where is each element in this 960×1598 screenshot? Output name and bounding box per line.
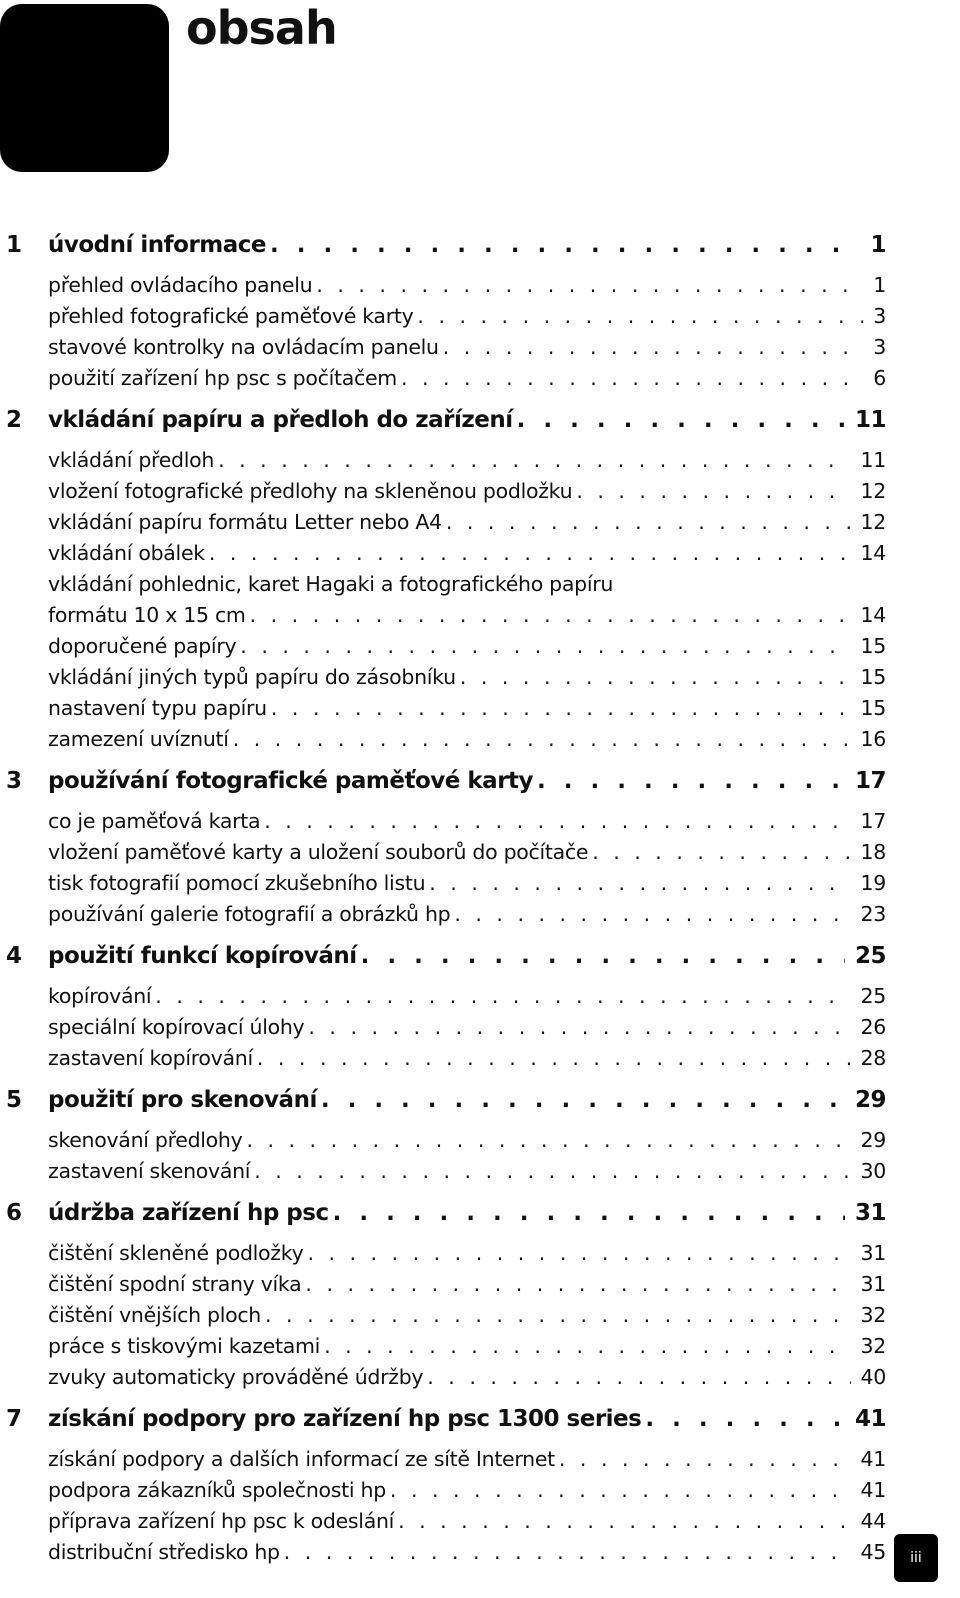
toc-entry[interactable] [0, 1302, 886, 1333]
toc-entry[interactable] [0, 1333, 886, 1364]
toc-entry[interactable] [0, 901, 886, 932]
entry-title: přehled fotografické paměťové karty [48, 304, 414, 328]
toc-entry[interactable] [0, 633, 886, 664]
toc-entry[interactable] [0, 1271, 886, 1302]
page-number: 44 [860, 1509, 886, 1533]
chapter-number: 1 [6, 232, 22, 258]
page-number: 41 [860, 1478, 886, 1502]
dot-leader [264, 809, 850, 833]
entry-title: vložení paměťové karty a uložení souborů do počítače [48, 840, 589, 864]
dot-leader [427, 1365, 850, 1389]
entry-title: použití zařízení hp psc s počítačem [48, 366, 397, 390]
toc-entry[interactable] [0, 365, 886, 396]
dot-leader [390, 1478, 851, 1502]
page-number: 14 [860, 541, 886, 565]
page-number: 45 [860, 1540, 886, 1564]
dot-leader [645, 1406, 845, 1432]
chapter-number: 2 [6, 407, 22, 433]
entry-title: přehled ovládacího panelu [48, 273, 313, 297]
dot-leader [209, 541, 851, 565]
page-number: 1 [873, 273, 886, 297]
page-number: 41 [854, 1406, 886, 1432]
dot-leader [218, 448, 850, 472]
toc-chapter-1[interactable] [0, 226, 886, 272]
dot-leader [537, 768, 845, 794]
entry-title: zastavení skenování [48, 1159, 251, 1183]
toc-entry[interactable] [0, 509, 886, 540]
toc-entry[interactable] [0, 1539, 886, 1570]
page-number: 11 [860, 448, 886, 472]
dot-leader [284, 1540, 851, 1564]
page-number: 31 [860, 1241, 886, 1265]
dot-leader [265, 1303, 850, 1327]
entry-title: vkládání papíru formátu Letter nebo A4 [48, 510, 442, 534]
entry-title: zastavení kopírování [48, 1046, 253, 1070]
toc-chapter-3[interactable] [0, 762, 886, 808]
entry-title: používání galerie fotografií a obrázků hp [48, 902, 451, 926]
dot-leader [398, 1509, 850, 1533]
toc-entry[interactable] [0, 839, 886, 870]
toc-entry[interactable] [0, 983, 886, 1014]
page-number: 12 [860, 479, 886, 503]
dot-leader [240, 634, 850, 658]
page-number: 31 [860, 1272, 886, 1296]
dot-leader [576, 479, 850, 503]
page-number: 26 [860, 1015, 886, 1039]
dot-leader [254, 1159, 850, 1183]
dot-leader [257, 1046, 851, 1070]
page-number: 14 [860, 603, 886, 627]
dot-leader [361, 943, 845, 969]
toc-entry[interactable] [0, 1158, 886, 1189]
dot-leader [246, 1128, 850, 1152]
page-number: 15 [860, 634, 886, 658]
page-number: 1 [870, 232, 886, 258]
toc-entry[interactable] [0, 1446, 886, 1477]
entry-title-line1: vkládání pohlednic, karet Hagaki a fotografického papíru [48, 572, 614, 596]
dot-leader [324, 1334, 850, 1358]
page-number: 15 [860, 696, 886, 720]
entry-title: získání podpory a dalších informací ze sítě Internet [48, 1447, 555, 1471]
toc-entry[interactable] [0, 447, 886, 478]
entry-title: vložení fotografické předlohy na skleněnou podložku [48, 479, 573, 503]
entry-title: vkládání jiných typů papíru do zásobníku [48, 665, 456, 689]
page-number: 28 [860, 1046, 886, 1070]
toc-entry[interactable] [0, 334, 886, 365]
chapter-number: 3 [6, 768, 22, 794]
dot-leader [233, 727, 851, 751]
page-number: 15 [860, 665, 886, 689]
page-number: 17 [860, 809, 886, 833]
dot-leader [307, 1241, 850, 1265]
toc-entry[interactable] [0, 664, 886, 695]
dot-leader [316, 273, 863, 297]
toc-chapter-7[interactable] [0, 1400, 886, 1446]
dot-leader [446, 510, 851, 534]
toc-chapter-5[interactable] [0, 1081, 886, 1127]
dot-leader [333, 1200, 845, 1226]
dot-leader [517, 407, 845, 433]
chapter-title: získání podpory pro zařízení hp psc 1300 series [48, 1406, 642, 1432]
entry-title: čištění skleněné podložky [48, 1241, 304, 1265]
chapter-title: údržba zařízení hp psc [48, 1200, 329, 1226]
page-number: 41 [860, 1447, 886, 1471]
dot-leader [454, 902, 850, 926]
table-of-contents [0, 226, 886, 1570]
chapter-title: použití funkcí kopírování [48, 943, 357, 969]
toc-entry[interactable] [0, 1477, 886, 1508]
entry-title: vkládání obálek [48, 541, 205, 565]
chapter-number: 4 [6, 943, 22, 969]
toc-entry[interactable] [0, 571, 886, 633]
chapter-title: úvodní informace [48, 232, 267, 258]
entry-title: zamezení uvíznutí [48, 727, 229, 751]
toc-entry[interactable] [0, 726, 886, 757]
entry-title: příprava zařízení hp psc k odeslání [48, 1509, 395, 1533]
entry-title: čištění vnějších ploch [48, 1303, 262, 1327]
entry-title: doporučené papíry [48, 634, 237, 658]
toc-chapter-2[interactable] [0, 401, 886, 447]
chapter-number: 5 [6, 1087, 22, 1113]
toc-entry[interactable] [0, 870, 886, 901]
entry-title: formátu 10 x 15 cm [48, 603, 246, 627]
toc-entry[interactable] [0, 478, 886, 509]
entry-title: podpora zákazníků společnosti hp [48, 1478, 386, 1502]
page-number: 29 [854, 1087, 886, 1113]
page-number: 11 [854, 407, 886, 433]
page-number: 19 [860, 871, 886, 895]
chapter-title: použití pro skenování [48, 1087, 317, 1113]
dot-leader [429, 871, 850, 895]
dot-leader [305, 1272, 850, 1296]
toc-entry[interactable] [0, 1045, 886, 1076]
entry-title: vkládání předloh [48, 448, 215, 472]
page-number: 29 [860, 1128, 886, 1152]
toc-entry[interactable] [0, 272, 886, 303]
entry-title: čištění spodní strany víka [48, 1272, 302, 1296]
toc-entry[interactable] [0, 808, 886, 839]
toc-chapter-4[interactable] [0, 937, 886, 983]
page-number: 31 [854, 1200, 886, 1226]
entry-title: zvuky automaticky prováděné údržby [48, 1365, 424, 1389]
page-number: 32 [860, 1303, 886, 1327]
footer-page-number: iii [910, 1550, 922, 1566]
entry-title: kopírování [48, 984, 152, 1008]
toc-entry[interactable] [0, 1508, 886, 1539]
dot-leader [460, 665, 851, 689]
entry-title: stavové kontrolky na ovládacím panelu [48, 335, 439, 359]
dot-leader [592, 840, 850, 864]
page-number: 6 [873, 366, 886, 390]
page-number: 23 [860, 902, 886, 926]
toc-chapter-6[interactable] [0, 1194, 886, 1240]
page-number: 12 [860, 510, 886, 534]
dot-leader [271, 696, 851, 720]
chapter-number: 6 [6, 1200, 22, 1226]
toc-entry[interactable] [0, 1240, 886, 1271]
entry-title: tisk fotografií pomocí zkušebního listu [48, 871, 426, 895]
black-tab-decoration [0, 4, 169, 172]
page-number: 40 [860, 1365, 886, 1389]
page-number: 25 [854, 943, 886, 969]
dot-leader [270, 232, 860, 258]
toc-entry[interactable] [0, 1014, 886, 1045]
dot-leader [308, 1015, 850, 1039]
page-number: 18 [860, 840, 886, 864]
page-title: obsah [186, 1, 337, 55]
entry-title: distribuční středisko hp [48, 1540, 280, 1564]
entry-title: práce s tiskovými kazetami [48, 1334, 321, 1358]
toc-entry[interactable] [0, 1127, 886, 1158]
chapter-title: vkládání papíru a předloh do zařízení [48, 407, 513, 433]
entry-title: skenování předlohy [48, 1128, 243, 1152]
dot-leader [321, 1087, 845, 1113]
page-number: 30 [860, 1159, 886, 1183]
dot-leader [417, 304, 863, 328]
dot-leader [250, 603, 851, 627]
dot-leader [401, 366, 863, 390]
chapter-title: používání fotografické paměťové karty [48, 768, 534, 794]
page-number: 25 [860, 984, 886, 1008]
page-number-badge [894, 1534, 938, 1582]
dot-leader [155, 984, 850, 1008]
dot-leader [443, 335, 864, 359]
page-number: 32 [860, 1334, 886, 1358]
toc-entry[interactable] [0, 303, 886, 334]
page-number: 17 [854, 768, 886, 794]
toc-entry[interactable] [0, 695, 886, 726]
entry-title: speciální kopírovací úlohy [48, 1015, 305, 1039]
page-number: 3 [873, 304, 886, 328]
entry-title: nastavení typu papíru [48, 696, 267, 720]
page-number: 16 [860, 727, 886, 751]
toc-entry[interactable] [0, 1364, 886, 1395]
chapter-number: 7 [6, 1406, 22, 1432]
page-number: 3 [873, 335, 886, 359]
toc-entry[interactable] [0, 540, 886, 571]
dot-leader [559, 1447, 851, 1471]
entry-title: co je paměťová karta [48, 809, 261, 833]
